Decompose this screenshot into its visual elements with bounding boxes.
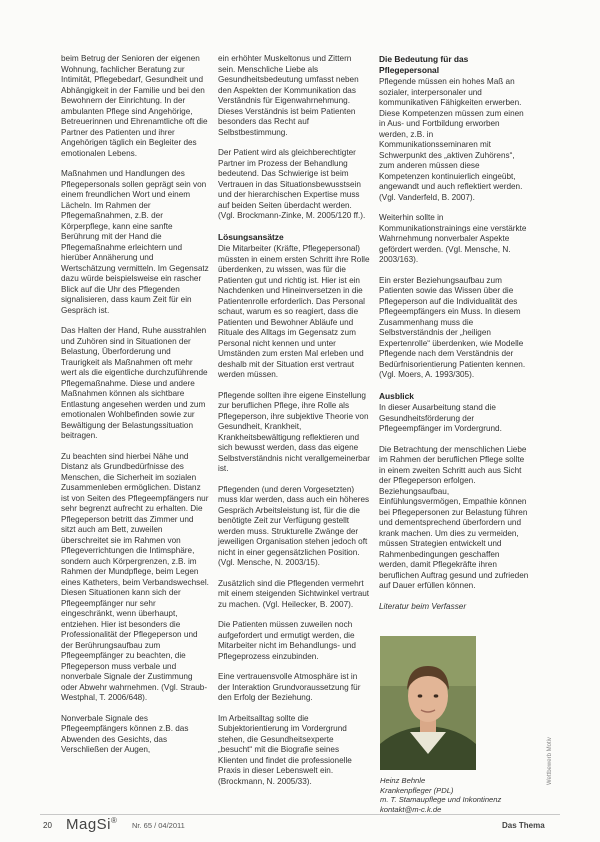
text-column-2: [218, 54, 370, 797]
paragraph: Maßnahmen und Handlungen des Pflegepersonals sollen geprägt sein von einem freundlichen Wort und einem Lächeln. Im Rahmen der Pflegemaßnahmen, z.B. der Körperpflege, kann eine sanfte Berührung mit der Hand die Pflegemaßnahme erleichtern und hierüber Annäherung und Wertschätzung vermitteln. Im Gegensatz dazu würde beispielsweise ein rascher Blick auf die Uhr des Pflegenden signalisieren, dass kaum Zeit für ein Gespräch ist.: [61, 169, 209, 315]
author-photo: [380, 636, 476, 770]
magazine-logo: [66, 816, 117, 833]
paragraph: Zusätzlich sind die Pflegenden vermehrt mit einem steigenden Sichtwinkel vertraut zu machen. (Vgl. Heilecker, B. 2007).: [218, 578, 370, 609]
paragraph: Die Patienten müssen zuweilen noch aufgefordert und ermutigt werden, die Mitarbeiter nicht im Behandlungs- und Pflegeprozess einzubinden.: [218, 620, 356, 661]
page-footer: [0, 808, 600, 842]
magazine-logo-text: MagSi: [66, 816, 112, 833]
literature-note: Literatur beim Verfasser: [379, 601, 467, 611]
section-heading-bedeutung: Die Bedeutung für das Pflegepersonal: [379, 54, 469, 75]
text-column-1: [61, 54, 209, 766]
paragraph: Eine vertrauensvolle Atmosphäre ist in der Interaktion Grundvoraussetzung für den Erfolg der Beziehung.: [218, 672, 361, 702]
paragraph: Pflegende müssen ein hohes Maß an sozialer, interpersonaler und kommunikativen Fähigkeiten erwerben. Diese Kompetenzen müssen zum einen in Aus- und Fortbildung erworben werden, z.B. in Kommunikationsseminaren mit Schwerpunkt des „aktiven Zuhörens“, zum anderen müssen diese Kompetenzen kontinuierlich eingeübt, angewandt und auch reflektiert werden. (Vgl. Vanderfeld, B. 2007).: [379, 77, 524, 202]
author-contact: kontakt@m-c.k.de: [380, 804, 442, 814]
paragraph: Im Arbeitsalltag sollte die Subjektorientierung im Vordergrund stehen, die Gesundheitsexperte „besucht“ mit die Biografie seines Klienten und findet die professionelle Praxis in dieser Lebenswelt ein. (Brockmann, N. 2005/33).: [218, 713, 352, 786]
paragraph: Nonverbale Signale des Pflegeempfängers können z.B. das Abwenden des Gesichts, das Verschließen der Augen,: [61, 713, 189, 754]
side-credit: Wettbewerb Motiv: [547, 737, 553, 785]
author-name: Heinz Behnle: [380, 776, 426, 785]
paragraph: In dieser Ausarbeitung stand die Gesundheitsförderung der Pflegeempfänger im Vordergrund.: [379, 403, 502, 433]
registered-mark: ®: [111, 816, 118, 825]
section-heading-loesungsansaetze: Lösungsansätze: [218, 231, 284, 242]
author-org: m. T. Stamaupflege und Inkontinenz: [380, 795, 502, 805]
issue-number: Nr. 65 / 04/2011: [132, 821, 185, 830]
paragraph: Pflegenden (und deren Vorgesetzten) muss klar werden, dass auch ein höheres Gespräch Arbeitsleistung ist, für die die benötigte Zeit zur Verfügung gestellt werden muss. Strukturelle Zwänge der jeweiligen Organisation stehen jedoch oft nicht in einer gegensätzlichen Position. (Vgl. Mensche, N. 2003/15).: [218, 484, 370, 567]
paragraph: ein erhöhter Muskeltonus und Zittern sein. Menschliche Liebe als Gesundheitsbedeutung umfasst neben den Aspekten der Kommunikation das Verständnis für Eigenwahrnehmung. Dieses Verständnis ist beim Patienten besonders das Recht auf Selbstbestimmung.: [218, 54, 359, 137]
paragraph: Weiterhin sollte in Kommunikationstrainings eine verstärkte Wahrnehmung nonverbaler Aspekte gefördert werden. (Vgl. Mensche, N. 2003/163).: [379, 213, 527, 264]
paragraph: Zu beachten sind hierbei Nähe und Distanz als Grundbedürfnisse des Menschen, die Sicherheit im sozialen Zusammenleben ermöglichen. Distanz ist von Seiten des Pflegeempfängers nur sehr begrenzt aufrecht zu erhalten. Die Pflegeperson betritt das Zimmer und sitzt auch am Bett, zuweilen überschreitet sie im Rahmen von Pflegeverrichtungen die Intimsphäre, sondern auch Körpergrenzen, z.B. im Rahmen der Mundpflege, beim Legen eines Katheters, beim Verbandswechsel. Diesen Situationen kann sich der Pflegeempfänger nur sehr eingeschränkt, wenn überhaupt, entziehen. Hier ist besonders die Professionalität der Pflegeperson und der Berührungsaufbau zum Pflegeempfänger zu beachten, die Pflegeperson muss verbale und nonverbale Signale der Zustimmung oder Abwehr wahrnehmen. (Vgl. Straub-Westphal, T. 2006/648).: [61, 451, 209, 702]
page-number: 20: [43, 821, 52, 830]
section-title: Das Thema: [502, 821, 545, 830]
footer-rule: [40, 814, 560, 815]
section-heading-ausblick: Ausblick: [379, 390, 414, 401]
paragraph: beim Betrug der Senioren der eigenen Wohnung, fachlicher Beratung zur Intimität, Pflegebedarf, Gesundheit und Abhängigkeit in der Familie und bei den Bewohnern der Einrichtung. In der ambulanten Pflege sind Angehörige, Betreuerinnen und Ehrenamtliche oft die Partner des Patienten und ihrer Angehörigen täglich ein Begleiter des emotionalen Lebens.: [61, 54, 208, 158]
paragraph: Die Mitarbeiter (Kräfte, Pflegepersonal) müssten in einem ersten Schritt ihre Rolle überdenken, zu wissen, was für die Patienten gut und richtig ist. Hier ist ein Nachdenken und Hineinversetzen in die Patientenrolle erforderlich. Das Personal schaut, warum es so reagiert, dass die Patienten und Bewohner Abläufe und Rituale des Alltags im Gegensatz zum Personal nicht kennen und unter Umständen zum ersten Mal erleben und deshalb mit der Situation erst vertraut werden müssen.: [218, 244, 370, 379]
author-portrait-image: [380, 636, 476, 770]
paragraph: Der Patient wird als gleichberechtigter Partner im Prozess der Behandlung bedeutend. Das Schwierige ist beim Vertrauen in das Situationsbewusstsein und der hierarchischen Expertise muss auf beiden Seiten überdacht werden. (Vgl. Brockmann-Zinke, M. 2005/120 ff.).: [218, 148, 366, 220]
paragraph: Das Halten der Hand, Ruhe ausstrahlen und Zuhören sind in Situationen der Belastung, Überforderung und Traurigkeit als Maßnahmen oft mehr wert als die eigentliche durchzuführende Pflegemaßnahme. Diese und andere Maßnahmen können als sichtbare Entlastung angesehen werden und zum emotionalen Wohlbefinden sowie zur Bewältigung der Belastungssituation beitragen.: [61, 326, 208, 440]
paragraph: Pflegende sollten ihre eigene Einstellung zur beruflichen Pflege, ihre Rolle als Pflegeperson, ihre subjektive Theorie von Gesundheit, Krankheit, Krankheitsbewältigung reflektieren und sich bewusst werden, dass das eigene Selbstverständnis nicht verallgemeinerbar ist.: [218, 390, 371, 473]
paragraph: Die Betrachtung der menschlichen Liebe im Rahmen der beruflichen Pflege sollte in einem zweiten Schritt auch aus Sicht der Pflegeperson erfolgen. Beziehungsaufbau, Einfühlungsvermögen, Empathie können bei Pflegepersonen zur Belastung führen und dementsprechend überfordern und krank machen. Um dies zu vermeiden, müssen Strategien entwickelt und Rahmenbedingungen geschaffen werden, damit Pflegekräfte ihren beruflichen Auftrag gesund und zufrieden auf Dauer erfüllen können.: [379, 444, 529, 590]
author-role: Krankenpfleger (PDL): [380, 785, 454, 795]
paragraph: Ein erster Beziehungsaufbau zum Patienten sowie das Wissen über die Pflegeperson auf die Individualität des Pflegeempfängers ein Muss. In diesem Zusammenhang muss die Selbstverständnis der „heiligen Expertenrolle“ überdenken, wie Modelle Pflegende nach dem Verständnis der Bedürfnisorientierung Patienten kennen. (Vgl. Moers, A. 1993/305).: [379, 275, 526, 379]
text-column-3: [379, 54, 529, 622]
